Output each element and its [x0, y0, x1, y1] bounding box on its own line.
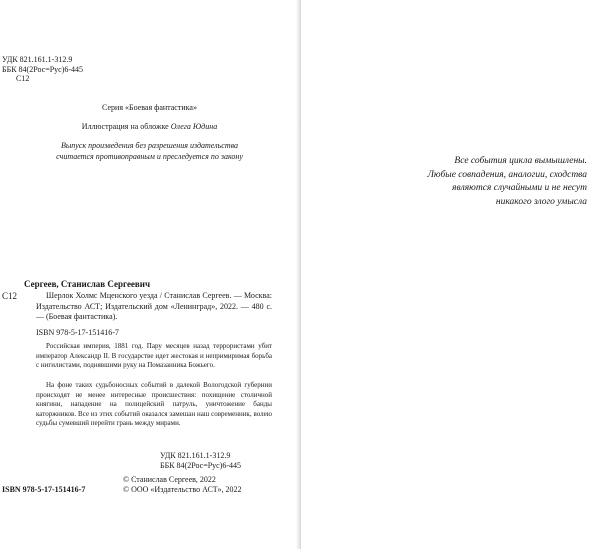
illustration-artist: Олега Юдина: [170, 122, 218, 131]
annotation-text-2: На фоне таких судьбоносных событий в далекой Вологодской губернии происходят не менее интересные происшествия: похищение столичной княгини, нападение на полицейский патруль, уничтожение банды каторжников. Все из этих событий оказался замешан наш современник, волею судьбы сумевший перейти грань между мирами.: [36, 381, 272, 428]
annotation-text-1: Российская империя, 1881 год. Пару месяцев назад террористами убит император Александр II. В государстве идет жестокая и непримиримая борьба с нигилистами, поднявшими руку на Помазанника Божьего.: [36, 342, 272, 370]
udk-header: [2, 55, 83, 84]
catalog-cipher: С12: [2, 291, 18, 301]
copyright-notices: [123, 475, 241, 496]
disclaimer-line-3: являются случайными и не несут: [452, 183, 587, 193]
warning-line-2: считается противоправным и преследуется по закону: [56, 152, 243, 161]
copyright-publisher: © ООО «Издательство АСТ», 2022: [123, 485, 242, 495]
udk-footer: [160, 451, 241, 472]
udk-header-cipher: С12: [16, 74, 30, 83]
illustration-credit: [0, 122, 299, 131]
illustration-prefix: Иллюстрация на обложке: [81, 122, 171, 131]
warning-line-1: Выпуск произведения без разрешения издательства: [60, 141, 239, 150]
author-heading: Сергеев, Станислав Сергеевич: [24, 279, 151, 289]
fiction-disclaimer: [428, 155, 588, 209]
series-line: Серия «Боевая фантастика»: [102, 103, 197, 112]
annotation-paragraph-2: [36, 381, 272, 429]
udk-footer-bbk: ББК 84(2Рос=Рус)6-445: [160, 461, 242, 471]
bibliographic-text: Шерлок Холмс Мценского уезда / Станислав Сергеев. — Москва: Издательство АСТ; Издательский дом «Ленинград», 2022. — 480 с. — (Боевая фантастика).: [36, 291, 272, 322]
isbn-inner: ISBN 978-5-17-151416-7: [36, 328, 119, 337]
udk-header-udk: УДК 821.161.1-312.9: [2, 55, 73, 64]
annotation-paragraph-1: [36, 342, 272, 371]
udk-header-bbk: ББК 84(2Рос=Рус)6-445: [2, 64, 84, 74]
disclaimer-line-2: Любые совпадения, аналогии, сходства: [427, 169, 587, 180]
copyright-author: © Станислав Сергеев, 2022: [123, 475, 216, 484]
copyright-warning: [0, 140, 299, 162]
right-page: [301, 0, 600, 549]
disclaimer-line-1: Все события цикла вымышлены.: [454, 156, 587, 166]
left-page: [0, 0, 299, 549]
isbn-bottom: ISBN 978-5-17-151416-7: [2, 485, 86, 494]
udk-footer-udk: УДК 821.161.1-312.9: [160, 451, 231, 460]
disclaimer-line-4: никакого злого умысла: [495, 196, 587, 207]
bibliographic-record: [36, 291, 272, 323]
